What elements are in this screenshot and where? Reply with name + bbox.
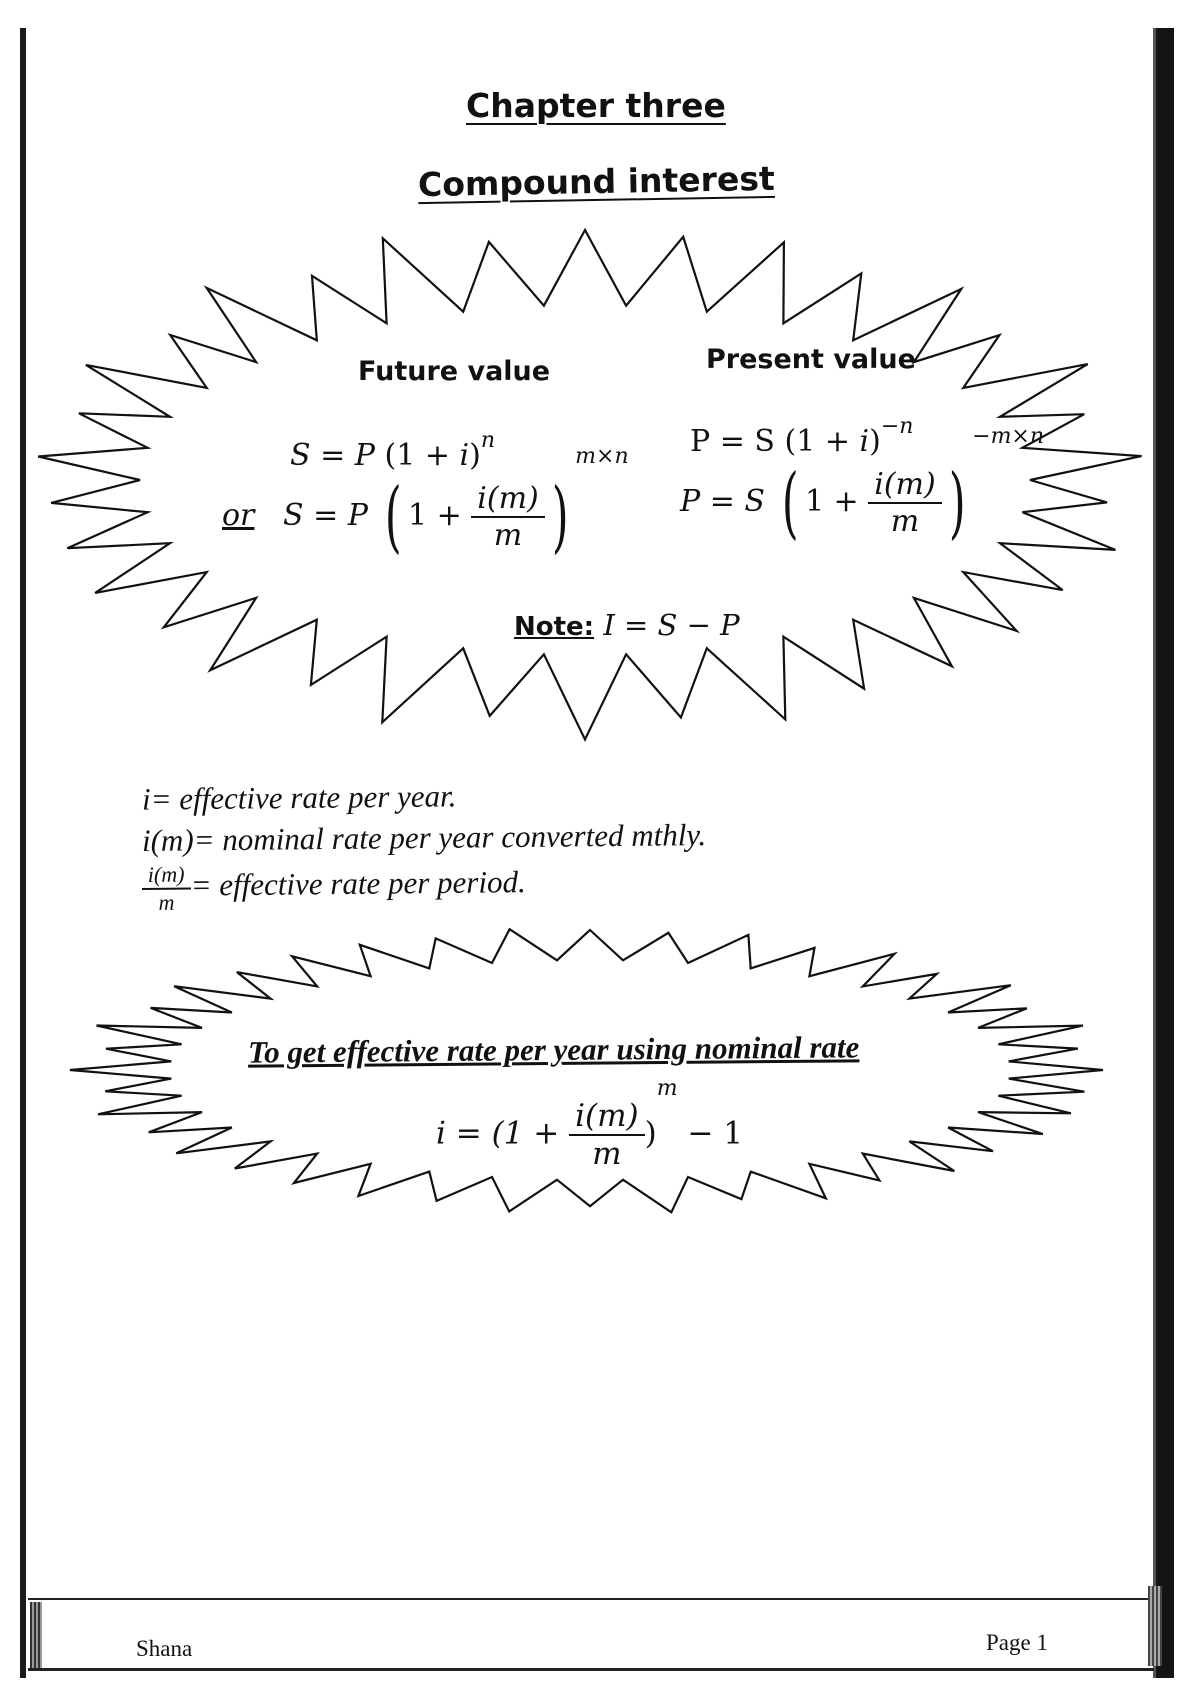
definition-effective-rate: i= effective rate per year. — [141, 778, 457, 817]
footer-page-number: Page 1 — [986, 1630, 1048, 1655]
definition-nominal-rate: i(m)= nominal rate per year converted mthly. — [141, 817, 707, 858]
fv-simple-formula: S = P $(1 + i)^n$ — [290, 428, 495, 473]
future-value-label: Future value — [358, 356, 551, 387]
effective-rate-formula: i = (1 + $\frac{i(m)}{m}$ )$^m$ − 1 — [436, 1076, 743, 1172]
footer-author: Shana — [136, 1636, 193, 1661]
effective-rate-title: To get effective rate per year using nominal rate — [247, 1029, 860, 1070]
footer-edge-left — [30, 1602, 42, 1668]
pv-simple-formula: P = S $(1 + i)^{-n}$ — [690, 414, 914, 459]
note-label: Note: — [514, 612, 595, 642]
note-line — [514, 608, 740, 642]
section-title: Compound interest — [417, 158, 776, 205]
pv-nominal-formula: P = S ( 1 + $\frac{i(m)}{m}$ )$^{-m\times n}$ — [680, 424, 1045, 548]
footer-top-rule — [28, 1598, 1154, 1600]
fv-nominal-formula: or S = P ( 1 + $\frac{i(m)}{m}$ )$^{m\times n}$ — [222, 444, 629, 562]
footer-bottom-rule — [28, 1668, 1154, 1671]
footer-edge-right — [1148, 1586, 1162, 1666]
note-formula: I = S − P — [603, 608, 740, 642]
chapter-title: Chapter three — [466, 86, 726, 125]
definition-period-rate: $\frac{i(m)}{m}$ = effective rate per period. — [142, 858, 526, 916]
present-value-label: Present value — [706, 344, 916, 375]
